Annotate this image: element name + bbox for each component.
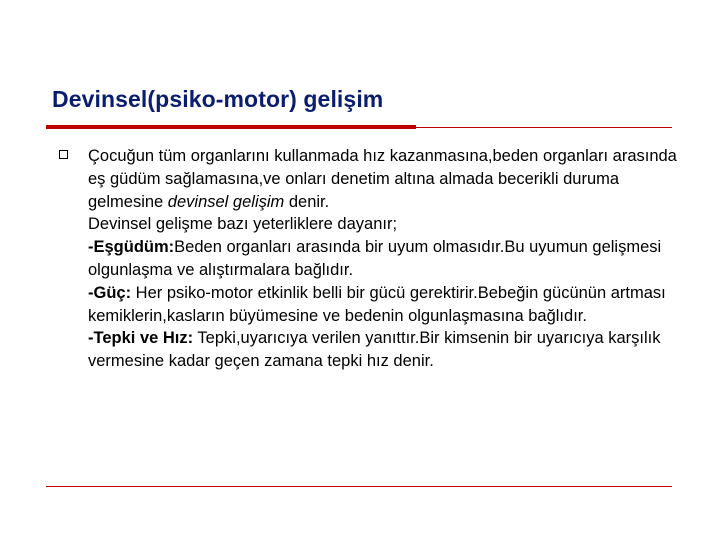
paragraph-definition [88,145,678,213]
slide-title: Devinsel(psiko-motor) gelişim [52,86,384,112]
item-guc-term: -Güç: [88,283,132,302]
paragraph-competencies: Devinsel gelişme bazı yeterliklere dayanır; [88,215,398,234]
item-guc [88,282,678,328]
bullet-body [88,145,678,373]
item-esguduum [88,236,678,282]
square-bullet-icon [59,150,68,159]
title-underline-thin [416,127,672,128]
definition-suffix: denir. [284,192,330,211]
item-esguduum-text: Beden organları arasında bir uyum olmasıdır.Bu uyumun gelişmesi olgunlaşma ve alıştırmalara bağlıdır. [88,238,662,279]
title-underline-thick [46,125,416,129]
item-tepki-hiz-term: -Tepki ve Hız: [88,329,194,348]
footer-rule [46,486,672,487]
item-tepki-hiz-text: Tepki,uyarıcıya verilen yanıttır.Bir kimsenin bir uyarıcıya karşılık vermesine kadar geçen zamana tepki hız denir. [88,329,661,371]
item-tepki-hiz [88,327,678,373]
definition-emphasis: devinsel gelişim [167,192,285,211]
definition-text: Çocuğun tüm organlarını kullanmada hız kazanmasına,beden organları arasında eş güdüm sağlamasına,ve onları denetim altına almada becerikli duruma gelmesine [88,147,677,211]
item-esguduum-term: -Eşgüdüm: [88,238,175,257]
item-guc-text: Her psiko-motor etkinlik belli bir gücü gerektirir.Bebeğin gücünün artması kemiklerin,kasların büyümesine ve bedenin olgunlaşmasına bağlıdır. [88,283,666,325]
